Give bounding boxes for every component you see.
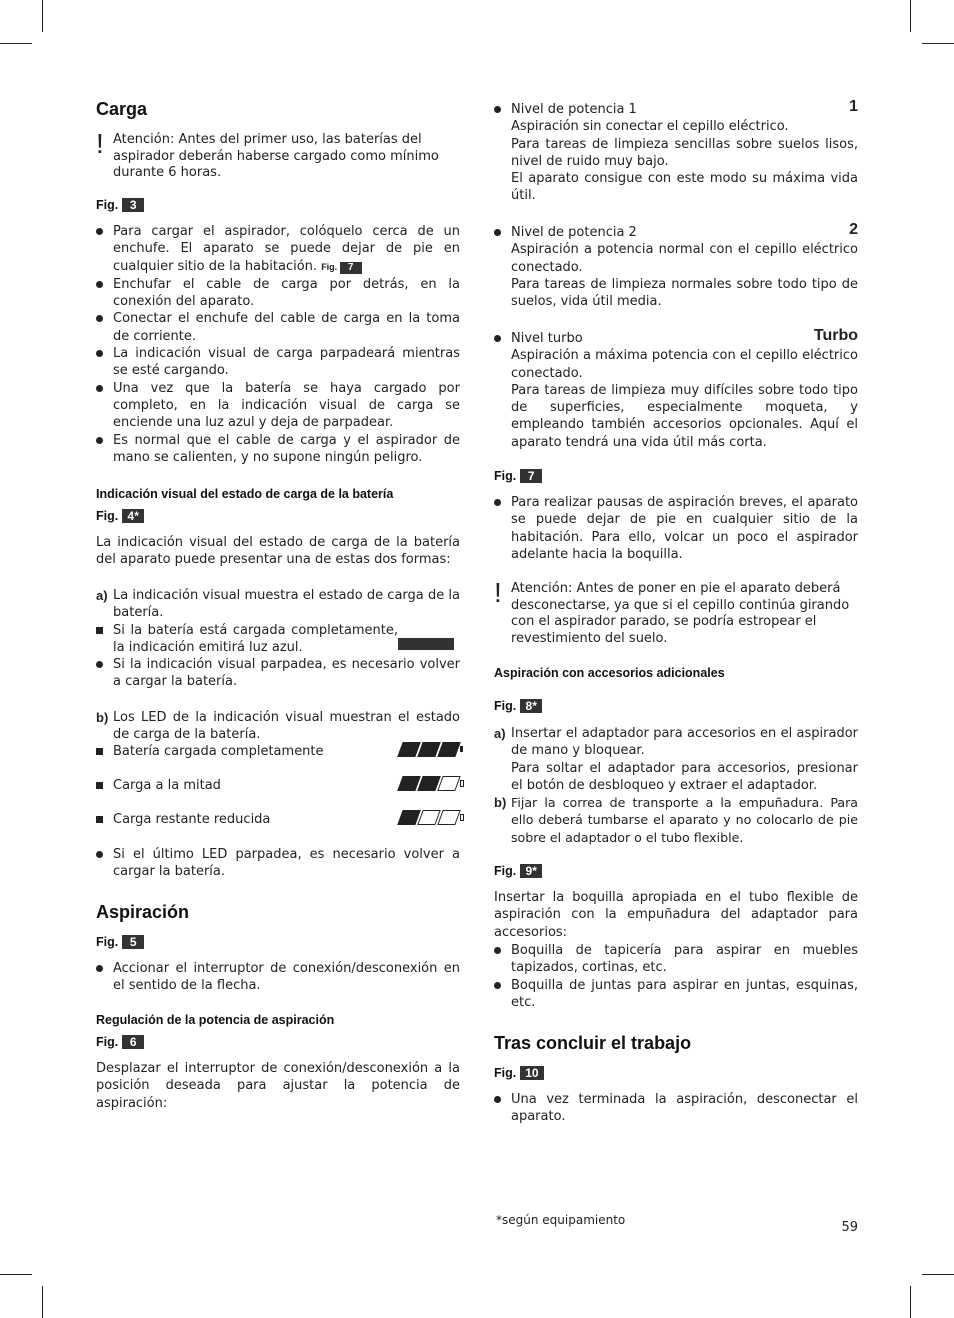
level-1-mark: 1 xyxy=(849,98,858,115)
section-title-carga: Carga xyxy=(96,99,148,119)
list-item: Carga restante reducida xyxy=(96,811,460,828)
battery-low-icon xyxy=(400,810,464,825)
level-turbo-mark: Turbo xyxy=(813,327,858,344)
subsection-title-accessories: Aspiración con accesorios adicionales xyxy=(494,666,725,680)
option-a-text: La indicación visual muestra el estado de carga de la batería. xyxy=(113,588,460,621)
list-item: Carga a la mitad xyxy=(96,777,460,794)
bullet-icon xyxy=(96,281,103,288)
bullet-icon xyxy=(494,499,501,506)
step-a-label: a) xyxy=(494,726,506,741)
list-item: Si la indicación visual parpadea, es necesario volver a cargar la batería. xyxy=(96,656,460,691)
list-item: La indicación visual de carga parpadeará mientras se esté cargando. xyxy=(96,345,460,380)
list-item: Boquilla de juntas para aspirar en juntas, esquinas, etc. xyxy=(494,977,858,1012)
battery-segment xyxy=(437,810,460,825)
crop-mark xyxy=(910,0,911,32)
fig-ref-9: Fig. 9* xyxy=(494,864,542,878)
battery-cap xyxy=(460,780,464,787)
option-b-label: b) xyxy=(96,710,109,725)
bullet-icon xyxy=(96,315,103,322)
fig-ref-10: Fig. 10 xyxy=(494,1066,544,1080)
warning-text: Atención: Antes de poner en pie el aparato deberá desconectarse, ya que si el cepillo continúa girando con el aspirador parado, se podría estropear el revestimiento del suelo. xyxy=(511,581,850,646)
list-item: Para cargar el aspirador, colóquelo cerca de un enchufe. El aparato se puede dejar de pie en cualquier sitio de la habitación. Fig. 7 xyxy=(96,223,460,276)
exclamation-icon: ! xyxy=(494,577,502,608)
charge-bullet-list xyxy=(96,223,460,466)
subsection-title-indicator: Indicación visual del estado de carga de la batería xyxy=(96,487,394,501)
square-bullet-icon xyxy=(96,748,103,755)
list-item: Boquilla de tapicería para aspirar en muebles tapizados, cortinas, etc. xyxy=(494,942,858,977)
crop-mark xyxy=(922,43,954,44)
battery-segment xyxy=(437,742,460,757)
battery-half-icon xyxy=(400,776,464,791)
square-bullet-icon xyxy=(96,627,103,634)
list-item: Conectar el enchufe del cable de carga en la toma de corriente. xyxy=(96,310,460,345)
fig-ref-8: Fig. 8* xyxy=(494,699,542,713)
list-item: Para realizar pausas de aspiración breves, el aparato se puede dejar de pie en cualquier sitio de la habitación. Para ello, volcar un poco el aspirador adelante hacia la boquilla. xyxy=(494,494,858,563)
bullet-icon xyxy=(494,229,501,236)
section-title-aspiracion: Aspiración xyxy=(96,902,190,922)
bullet-icon xyxy=(96,437,103,444)
bullet-icon xyxy=(494,106,501,113)
list-item: Si el último LED parpadea, es necesario volver a cargar la batería. xyxy=(96,846,460,881)
level-title: Nivel de potencia 2 xyxy=(511,225,637,240)
crop-mark xyxy=(0,43,32,44)
bullet-icon xyxy=(494,982,501,989)
option-b-block xyxy=(96,709,460,744)
fig-ref-7: Fig. 7 xyxy=(494,469,542,483)
bullet-icon xyxy=(96,661,103,668)
battery-cap xyxy=(460,814,464,821)
option-b-text: Los LED de la indicación visual muestran el estado de carga de la batería. xyxy=(113,710,460,743)
bullet-icon xyxy=(494,1096,501,1103)
bullet-icon xyxy=(96,385,103,392)
power-level-1: Nivel de potencia 1 Aspiración sin conectar el cepillo eléctrico. Para tareas de limpieza sencillas sobre suelos lisos, nivel de ruido muy bajo. El aparato consigue con este modo su máxima vida útil. 1 xyxy=(494,101,858,205)
step-b-label: b) xyxy=(494,795,507,811)
crop-mark xyxy=(42,1286,43,1318)
bullet-icon xyxy=(96,350,103,357)
fig-ref-4: Fig. 4* xyxy=(96,509,144,523)
power-level-2: Nivel de potencia 2 Aspiración a potencia normal con el cepillo eléctrico conectado. Para tareas de limpieza normales sobre todo tipo de suelos, vida útil media. 2 xyxy=(494,224,858,310)
accessories-steps: a) Insertar el adaptador para accesorios en el aspirador de mano y bloquear. Para soltar el adaptador para accesorios, presionar el botón de desbloqueo y extraer el adaptador. b) Fijar la correa de transporte a la empuñadura. Para ello deberá tumbarse el aparato y no colocarlo de pie sobre el adaptador o el tubo flexible. xyxy=(494,726,858,845)
bullet-icon xyxy=(96,851,103,858)
exclamation-icon: ! xyxy=(96,128,104,159)
level-2-mark: 2 xyxy=(849,221,858,238)
subsection-title-power: Regulación de la potencia de aspiración xyxy=(96,1013,335,1027)
battery-full-icon xyxy=(400,742,463,757)
crop-mark xyxy=(922,1274,954,1275)
square-bullet-icon xyxy=(96,782,103,789)
inline-fig-ref: Fig. 7 xyxy=(321,262,362,272)
crop-mark xyxy=(42,0,43,32)
crop-mark xyxy=(910,1286,911,1318)
list-item: Es normal que el cable de carga y el aspirador de mano se calienten, y no supone ningún peligro. xyxy=(96,432,460,467)
bullet-icon xyxy=(494,335,501,342)
list-item: Una vez terminada la aspiración, desconectar el aparato. xyxy=(494,1091,858,1126)
bullet-icon xyxy=(96,965,103,972)
fig-ref-6: Fig. 6 xyxy=(96,1035,144,1049)
bullet-icon xyxy=(96,228,103,235)
nozzle-intro: Insertar la boquilla apropiada en el tubo flexible de aspiración con la empuñadura del adaptador para accesorios: xyxy=(494,890,858,940)
level-title: Nivel de potencia 1 xyxy=(511,102,637,117)
nozzle-list xyxy=(494,942,858,1011)
list-item: Enchufar el cable de carga por detrás, en la conexión del aparato. xyxy=(96,276,460,311)
warning-charge xyxy=(96,128,460,182)
warning-standing xyxy=(494,577,858,647)
blue-light-indicator-icon xyxy=(398,638,454,650)
warning-text: Atención: Antes del primer uso, las baterías del aspirador deberán haberse cargado como mínimo durante 6 horas. xyxy=(113,132,439,180)
list-item: Una vez que la batería se haya cargado por completo, en la indicación visual de carga se enciende una luz azul y deja de parpadear. xyxy=(96,380,460,432)
list-item: Si la batería está cargada completamente, la indicación emitirá luz azul. xyxy=(96,622,460,657)
power-intro: Desplazar el interruptor de conexión/desconexión a la posición deseada para ajustar la potencia de aspiración: xyxy=(96,1061,460,1111)
footnote: *según equipamiento xyxy=(496,1213,626,1227)
square-bullet-icon xyxy=(96,816,103,823)
section-title-after-work: Tras concluir el trabajo xyxy=(494,1033,692,1053)
list-item: Batería cargada completamente xyxy=(96,743,460,760)
battery-segment xyxy=(437,776,460,791)
level-title: Nivel turbo xyxy=(511,331,583,346)
bullet-icon xyxy=(494,947,501,954)
fig-ref-5: Fig. 5 xyxy=(96,935,144,949)
list-item: Accionar el interruptor de conexión/desconexión en el sentido de la flecha. xyxy=(96,960,460,995)
indicator-intro: La indicación visual del estado de carga de la batería del aparato puede presentar una de estas dos formas: xyxy=(96,535,460,568)
option-a-label: a) xyxy=(96,588,108,603)
power-level-turbo: Nivel turbo Aspiración a máxima potencia con el cepillo eléctrico conectado. Para tareas de limpieza muy difíciles sobre todo tipo de superficies, especialmente moqueta, y empleando también accesorios opcionales. Aquí el aparato tendrá una vida útil más corta. Turbo xyxy=(494,330,858,451)
fig-ref-3: Fig. 3 xyxy=(96,198,144,212)
battery-cap xyxy=(460,746,463,752)
page-number: 59 xyxy=(841,1220,858,1235)
crop-mark xyxy=(0,1274,32,1275)
